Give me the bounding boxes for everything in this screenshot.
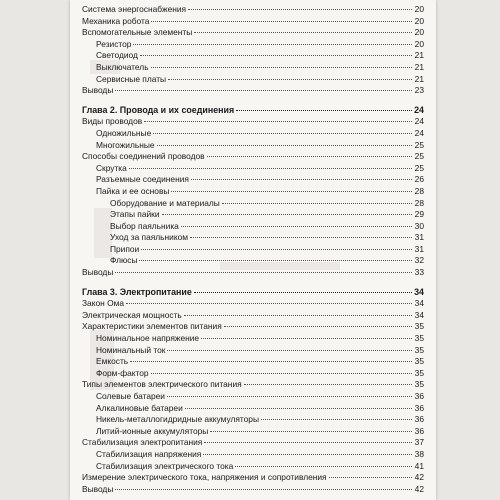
toc-entry-title: Стабилизация электрического тока	[96, 460, 234, 471]
toc-page-number: 34	[414, 309, 424, 320]
toc-page-number: 25	[414, 151, 424, 162]
toc-entry	[82, 321, 424, 333]
toc-entry	[82, 198, 424, 210]
dot-leader	[235, 466, 412, 467]
toc-page-number: 34	[414, 298, 424, 309]
toc-page-number: 35	[414, 379, 424, 390]
toc-entry-title: Выводы	[82, 267, 114, 278]
toc-entry	[82, 151, 424, 163]
toc-entry-title: Виды проводов	[82, 116, 143, 127]
toc-entry	[82, 333, 424, 345]
dot-leader	[144, 121, 412, 122]
toc-entry-title: Глава 2. Провода и их соединения	[82, 104, 235, 115]
dot-leader	[167, 396, 412, 397]
book-page	[70, 0, 436, 500]
toc-entry-title: Выводы	[82, 483, 114, 494]
dot-leader	[168, 79, 412, 80]
toc-page-number: 35	[414, 356, 424, 367]
dot-leader	[162, 214, 412, 215]
toc-entry-title: Флюсы	[110, 255, 138, 266]
dot-leader	[188, 9, 412, 10]
toc-entry	[82, 186, 424, 198]
toc-entry	[82, 85, 424, 97]
toc-entry	[82, 50, 424, 62]
dot-leader	[153, 133, 412, 134]
toc-entry	[82, 426, 424, 438]
dot-leader	[141, 249, 412, 250]
toc-entry	[82, 174, 424, 186]
toc-entry-title: Одножильные	[96, 127, 152, 138]
toc-page-number: 25	[414, 139, 424, 150]
toc-entry	[82, 62, 424, 74]
toc-entry-title: Номинальное напряжение	[96, 333, 200, 344]
toc-page-number: 24	[414, 116, 424, 127]
toc-entry-title: Резистор	[96, 38, 132, 49]
toc-entry	[82, 4, 424, 16]
dot-leader	[115, 90, 412, 91]
toc-entry-title: Форм-фактор	[96, 367, 149, 378]
toc-entry-title: Емкость	[96, 356, 129, 367]
toc-entry	[82, 163, 424, 175]
toc-entry	[82, 403, 424, 415]
toc-page-number: 32	[414, 255, 424, 266]
toc-entry	[82, 16, 424, 28]
dot-leader	[133, 44, 412, 45]
toc-entry	[82, 244, 424, 256]
toc-chapter-heading	[82, 105, 424, 117]
toc-page-number: 42	[414, 483, 424, 494]
toc-entry-title: Скрутка	[96, 162, 127, 173]
toc-entry-title: Электрическая мощность	[82, 309, 182, 320]
toc-page-number: 33	[414, 267, 424, 278]
toc-entry	[82, 221, 424, 233]
toc-page-number: 36	[414, 414, 424, 425]
dot-leader	[157, 145, 412, 146]
toc-entry	[82, 140, 424, 152]
dot-leader	[151, 373, 412, 374]
toc-entry	[82, 449, 424, 461]
toc-entry-title: Солевые батареи	[96, 391, 165, 401]
toc-entry	[82, 310, 424, 322]
dot-leader	[171, 191, 412, 192]
toc-entry-title: Пайка и ее основы	[96, 185, 170, 196]
dot-leader	[191, 179, 412, 180]
toc-entry-title: Способы соединений проводов	[82, 151, 205, 162]
dot-leader	[184, 315, 412, 316]
toc-entry-title: Светодиод	[96, 50, 138, 61]
toc-page-number: 21	[414, 73, 424, 84]
toc-entry-title: Глава 3. Электропитание	[82, 286, 192, 297]
toc-entry-title: Припои	[110, 243, 140, 254]
dot-leader	[224, 326, 412, 327]
toc-page-number: 42	[414, 472, 424, 483]
toc-entry	[82, 74, 424, 86]
dot-leader	[222, 203, 412, 204]
dot-leader	[329, 477, 412, 478]
toc-entry-title: Разъемные соединения	[96, 174, 189, 185]
toc-entry-title: Никель-металлогидридные аккумуляторы	[96, 414, 259, 425]
toc-page-number: 36	[414, 425, 424, 436]
toc-page-number: 20	[414, 15, 424, 26]
toc-entry-title: Сервисные платы	[96, 73, 167, 84]
toc-page-number: 24	[414, 104, 424, 115]
toc-entry	[82, 232, 424, 244]
toc-entry	[82, 368, 424, 380]
toc-entry	[82, 391, 424, 403]
toc-page-number: 20	[414, 27, 424, 38]
dot-leader	[210, 431, 412, 432]
toc-page-number: 41	[414, 460, 424, 471]
dot-leader	[151, 21, 412, 22]
toc-entry-title: Типы элементов электрического питания	[82, 379, 242, 390]
toc-entry	[82, 461, 424, 473]
toc-page-number: 25	[414, 162, 424, 173]
toc-page-number: 34	[414, 286, 424, 297]
dot-leader	[151, 67, 412, 68]
toc-entry	[82, 267, 424, 279]
toc-entry-title: Этапы пайки	[110, 209, 160, 220]
toc-entry	[82, 437, 424, 449]
toc-entry-title: Выводы	[82, 85, 114, 96]
toc-entry-title: Уход за паяльником	[110, 232, 189, 243]
toc-page-number: 29	[414, 209, 424, 220]
toc-page-number: 31	[414, 243, 424, 254]
toc-chapter-heading	[82, 287, 424, 299]
toc-entry-title: Вспомогательные элементы	[82, 27, 193, 38]
toc-page-number: 20	[414, 4, 424, 14]
toc-entry	[82, 116, 424, 128]
toc-entry-title: Многожильные	[96, 139, 155, 150]
table-of-contents	[82, 4, 424, 495]
dot-leader	[207, 156, 412, 157]
toc-page-number: 31	[414, 232, 424, 243]
toc-entry-title: Литий-ионные аккумуляторы	[96, 425, 209, 436]
dot-leader	[167, 350, 412, 351]
toc-entry-title: Оборудование и материалы	[110, 197, 220, 208]
toc-entry-title: Механика робота	[82, 15, 150, 26]
toc-entry	[82, 39, 424, 51]
dot-leader	[129, 168, 412, 169]
dot-leader	[130, 361, 412, 362]
dot-leader	[115, 489, 412, 490]
toc-entry	[82, 255, 424, 267]
toc-page-number: 35	[414, 333, 424, 344]
toc-page-number: 21	[414, 61, 424, 72]
toc-page-number: 35	[414, 367, 424, 378]
dot-leader	[204, 442, 412, 443]
toc-entry	[82, 27, 424, 39]
toc-entry-title: Выбор паяльника	[110, 220, 179, 231]
toc-entry	[82, 128, 424, 140]
toc-entry-title: Характеристики элементов питания	[82, 321, 222, 332]
toc-page-number: 28	[414, 185, 424, 196]
dot-leader	[261, 419, 412, 420]
dot-leader	[194, 292, 412, 293]
dot-leader	[203, 454, 412, 455]
dot-leader	[126, 303, 412, 304]
toc-page-number: 26	[414, 174, 424, 185]
dot-leader	[139, 260, 412, 261]
dot-leader	[140, 55, 412, 56]
toc-page-number: 28	[414, 197, 424, 208]
toc-entry-title: Номинальный ток	[96, 344, 166, 355]
dot-leader	[115, 272, 412, 273]
toc-entry-title: Измерение электрического тока, напряжения и сопротивления	[82, 472, 327, 483]
dot-leader	[244, 384, 412, 385]
toc-entry-title: Алкалиновые батареи	[96, 402, 183, 413]
toc-page-number: 30	[414, 220, 424, 231]
dot-leader	[236, 110, 412, 111]
toc-page-number: 24	[414, 127, 424, 138]
toc-entry	[82, 209, 424, 221]
toc-page-number: 38	[414, 448, 424, 459]
toc-entry	[82, 345, 424, 357]
toc-page-number: 35	[414, 321, 424, 332]
toc-page-number: 20	[414, 38, 424, 49]
toc-entry	[82, 484, 424, 496]
toc-page-number: 35	[414, 344, 424, 355]
toc-entry	[82, 414, 424, 426]
toc-entry	[82, 472, 424, 484]
dot-leader	[181, 226, 412, 227]
dot-leader	[185, 408, 412, 409]
toc-page-number: 36	[414, 391, 424, 401]
toc-page-number: 37	[414, 437, 424, 448]
toc-entry-title: Выключатель	[96, 61, 149, 72]
toc-entry-title: Закон Ома	[82, 298, 125, 309]
dot-leader	[201, 338, 412, 339]
toc-entry	[82, 356, 424, 368]
toc-entry-title: Система энергоснабжения	[82, 4, 187, 14]
dot-leader	[190, 237, 412, 238]
toc-entry	[82, 379, 424, 391]
toc-entry-title: Стабилизация напряжения	[96, 448, 202, 459]
toc-page-number: 21	[414, 50, 424, 61]
toc-page-number: 23	[414, 85, 424, 96]
dot-leader	[194, 32, 412, 33]
toc-page-number: 36	[414, 402, 424, 413]
toc-entry-title: Стабилизация электропитания	[82, 437, 203, 448]
toc-entry	[82, 298, 424, 310]
